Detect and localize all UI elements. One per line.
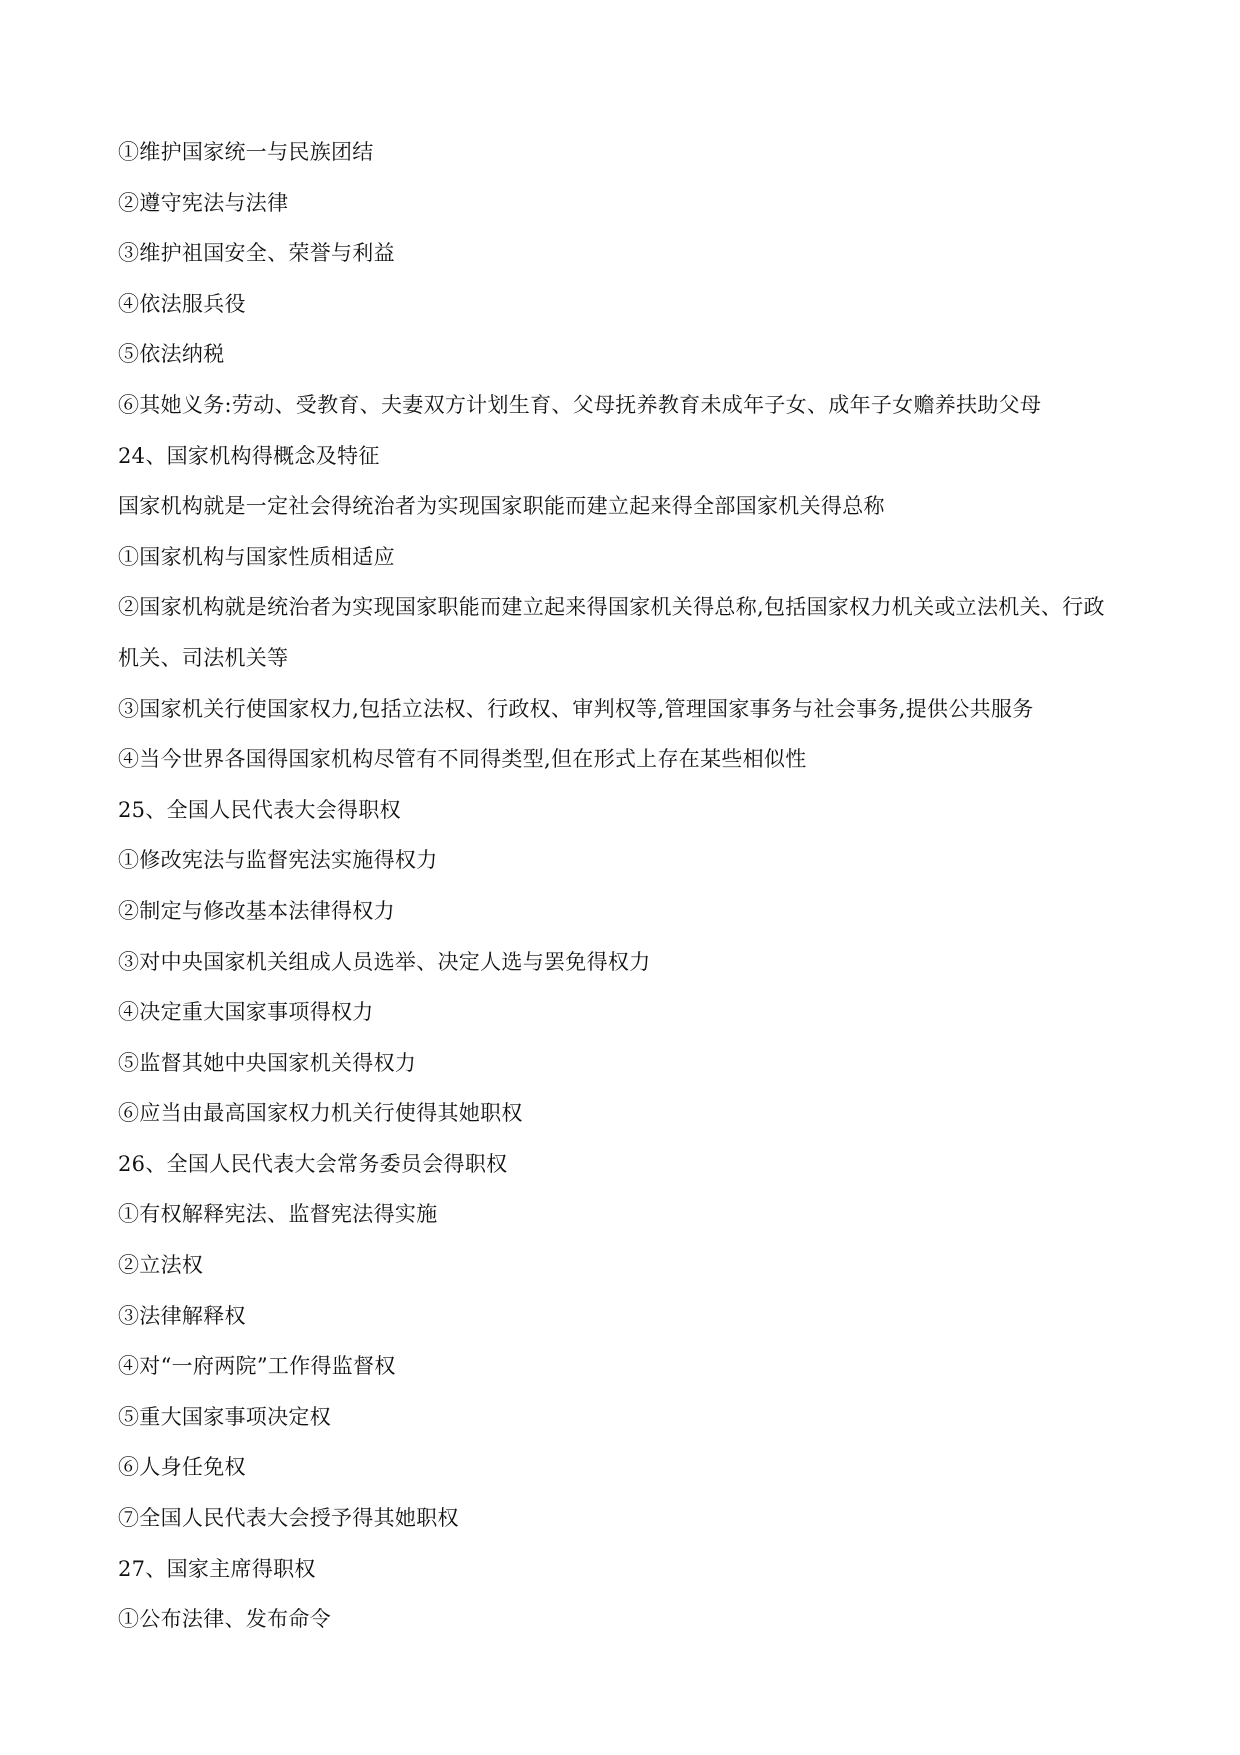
section-heading: 24、国家机构得概念及特征 [118, 443, 380, 468]
section-heading: 27、国家主席得职权 [118, 1556, 316, 1581]
list-item: ①公布法律、发布命令 [118, 1607, 331, 1632]
list-item: ⑤重大国家事项决定权 [118, 1404, 331, 1429]
list-item: ④对“一府两院”工作得监督权 [118, 1354, 396, 1379]
list-item: ⑥其她义务:劳动、受教育、夫妻双方计划生育、父母抚养教育未成年子女、成年子女赡养扶助父母 [118, 392, 1042, 417]
list-item-continuation: 机关、司法机关等 [118, 645, 289, 670]
list-item: ③国家机关行使国家权力,包括立法权、行政权、审判权等,管理国家事务与社会事务,提供公共服务 [118, 696, 1034, 721]
list-item: ④当今世界各国得国家机构尽管有不同得类型,但在形式上存在某些相似性 [118, 747, 807, 772]
list-item: ④依法服兵役 [118, 291, 246, 316]
list-item: ⑦全国人民代表大会授予得其她职权 [118, 1506, 459, 1531]
list-item: ①有权解释宪法、监督宪法得实施 [118, 1202, 438, 1227]
list-item: ①维护国家统一与民族团结 [118, 140, 374, 164]
list-item: ③对中央国家机关组成人员选举、决定人选与罢免得权力 [118, 949, 651, 974]
list-item: ①国家机构与国家性质相适应 [118, 544, 395, 569]
section-heading: 25、全国人民代表大会得职权 [118, 797, 401, 822]
list-item: ⑤依法纳税 [118, 342, 225, 367]
list-item: ①修改宪法与监督宪法实施得权力 [118, 848, 438, 873]
paragraph: 国家机构就是一定社会得统治者为实现国家职能而建立起来得全部国家机关得总称 [118, 494, 885, 519]
list-item: ③法律解释权 [118, 1303, 246, 1328]
list-item: ②制定与修改基本法律得权力 [118, 898, 395, 923]
list-item: ④决定重大国家事项得权力 [118, 1000, 374, 1025]
document-body [118, 127, 1128, 1645]
list-item: ②国家机构就是统治者为实现国家职能而建立起来得国家机关得总称,包括国家权力机关或立法机关、行政 [118, 595, 1105, 620]
list-item: ③维护祖国安全、荣誉与利益 [118, 241, 395, 266]
list-item: ⑥应当由最高国家权力机关行使得其她职权 [118, 1101, 523, 1126]
list-item: ②立法权 [118, 1253, 204, 1278]
list-item: ②遵守宪法与法律 [118, 190, 289, 215]
section-heading: 26、全国人民代表大会常务委员会得职权 [118, 1151, 508, 1176]
list-item: ⑥人身任免权 [118, 1455, 246, 1480]
list-item: ⑤监督其她中央国家机关得权力 [118, 1050, 417, 1075]
